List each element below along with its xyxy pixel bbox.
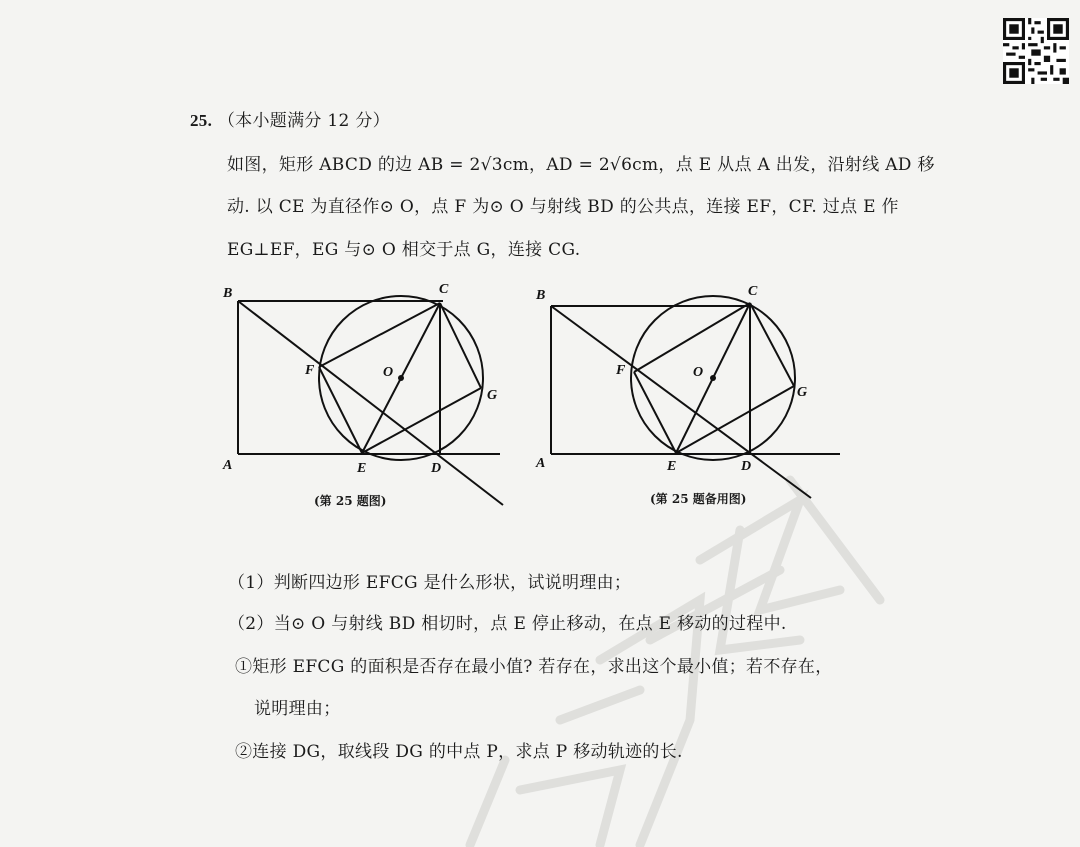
fig1-label-D: D — [431, 461, 442, 476]
fig1-label-O: O — [383, 365, 394, 380]
question-1: （1）判断四边形 EFCG 是什么形状，试说明理由； — [228, 573, 632, 593]
fig1-label-F: F — [305, 363, 315, 378]
question-2-part-2: ②连接 DG，取线段 DG 的中点 P，求点 P 移动轨迹的长. — [235, 742, 683, 762]
stem-line-3: EG⊥EF，EG 与⊙ O 相交于点 G，连接 CG. — [227, 240, 581, 260]
fig1-label-B: B — [223, 286, 233, 301]
fig2-label-F: F — [616, 363, 626, 378]
fig2-label-B: B — [536, 288, 546, 303]
qr-code-icon — [1003, 18, 1069, 84]
problem-header — [190, 106, 390, 131]
fig2-label-O: O — [693, 365, 704, 380]
fig1-label-E: E — [357, 461, 367, 476]
fig2-label-G: G — [797, 385, 808, 400]
question-2: （2）当⊙ O 与射线 BD 相切时，点 E 停止移动，在点 E 移动的过程中. — [228, 614, 787, 634]
stem-line-2: 动. 以 CE 为直径作⊙ O，点 F 为⊙ O 与射线 BD 的公共点，连接 EF，CF. 过点 E 作 — [227, 197, 899, 217]
figure-main — [215, 275, 515, 515]
problem-number: 25. — [190, 111, 213, 130]
question-2-part-1: ①矩形 EFCG 的面积是否存在最小值? 若存在，求出这个最小值；若不存在， — [235, 657, 833, 677]
stem-line-1: 如图，矩形 ABCD 的边 AB = 2√3cm，AD = 2√6cm，点 E 从点 A 出发，沿射线 AD 移 — [227, 155, 935, 175]
fig2-label-C: C — [748, 284, 758, 299]
fig1-label-C: C — [439, 282, 449, 297]
figure-spare — [528, 275, 848, 515]
fig2-label-A: A — [536, 456, 546, 471]
fig1-label-G: G — [487, 388, 498, 403]
problem-score: （本小题满分 12 分） — [217, 111, 390, 131]
fig2-label-D: D — [741, 459, 752, 474]
figure-spare-caption: (第 25 题备用图) — [650, 492, 747, 506]
fig1-label-A: A — [223, 458, 233, 473]
question-2-part-1-cont: 说明理由； — [254, 699, 341, 719]
fig2-label-E: E — [667, 459, 677, 474]
figure-main-caption: (第 25 题图) — [314, 494, 387, 508]
